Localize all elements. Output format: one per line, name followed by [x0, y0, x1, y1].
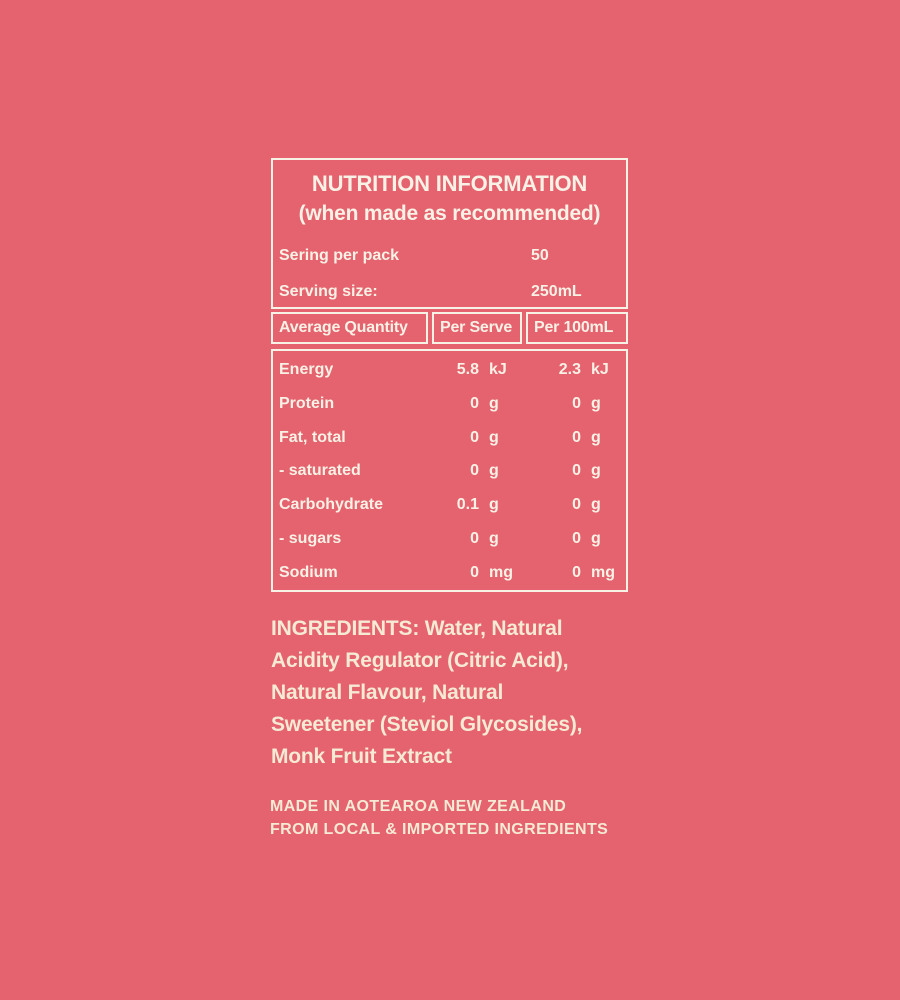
origin-statement [270, 795, 670, 841]
nutrient-name: Sodium [279, 563, 338, 581]
per-serve-unit: g [489, 462, 499, 480]
serving-size-row [279, 280, 620, 304]
origin-line: FROM LOCAL & IMPORTED INGREDIENTS [270, 821, 609, 838]
per-serve-value: 0 [470, 530, 479, 548]
table-row-carbohydrate [273, 488, 626, 522]
ingredients-line: Monk Fruit Extract [271, 745, 452, 768]
column-header-average-quantity: Average Quantity [271, 312, 428, 344]
per-100ml-value: 0 [572, 428, 581, 446]
per-serve-value: 5.8 [456, 360, 479, 378]
ingredients-line: Sweetener (Steviol Glycosides), [271, 713, 583, 736]
table-row-sugars [273, 522, 626, 556]
per-100ml-unit: g [591, 496, 601, 514]
ingredients-line: Natural Flavour, Natural [271, 681, 504, 704]
per-100ml-unit: g [591, 462, 601, 480]
servings-per-pack-row [279, 244, 620, 268]
per-serve-unit: g [489, 496, 499, 514]
per-100ml-value: 0 [572, 462, 581, 480]
servings-per-pack-value: 50 [531, 247, 549, 264]
serving-size-value: 250mL [531, 283, 582, 300]
per-serve-unit: g [489, 428, 499, 446]
ingredients-line: Acidity Regulator (Citric Acid), [271, 649, 569, 672]
nutrient-name: Carbohydrate [279, 496, 384, 514]
per-100ml-unit: g [591, 428, 601, 446]
nutrition-table [271, 349, 628, 592]
column-header-per-100ml: Per 100mL [526, 312, 628, 344]
table-row-sodium [273, 556, 626, 590]
per-100ml-unit: g [591, 530, 601, 548]
per-100ml-value: 0 [572, 496, 581, 514]
ingredients-list [271, 613, 661, 773]
per-serve-value: 0 [470, 428, 479, 446]
serving-size-label: Serving size: [279, 283, 378, 300]
per-100ml-value: 2.3 [558, 360, 581, 378]
per-serve-unit: g [489, 530, 499, 548]
per-serve-unit: g [489, 394, 499, 412]
per-serve-value: 0 [470, 394, 479, 412]
table-row-saturated-fat [273, 455, 626, 489]
nutrient-name: Fat, total [279, 428, 346, 446]
per-serve-value: 0.1 [456, 496, 479, 514]
per-serve-unit: mg [489, 563, 513, 581]
per-100ml-unit: g [591, 394, 601, 412]
table-row-protein [273, 387, 626, 421]
per-100ml-value: 0 [572, 394, 581, 412]
per-100ml-value: 0 [572, 530, 581, 548]
nutrient-name: Protein [279, 394, 335, 412]
ingredients-line: INGREDIENTS: Water, Natural [271, 617, 563, 640]
per-serve-value: 0 [470, 462, 479, 480]
nutrient-name: - saturated [279, 462, 361, 480]
per-100ml-value: 0 [572, 563, 581, 581]
per-100ml-unit: mg [591, 563, 615, 581]
nutrient-name: - sugars [279, 530, 342, 548]
origin-line: MADE IN AOTEAROA NEW ZEALAND [270, 798, 567, 815]
panel-title: NUTRITION INFORMATION [311, 171, 588, 196]
servings-per-pack-label: Sering per pack [279, 247, 400, 264]
nutrition-header-box [271, 158, 628, 309]
table-row-energy [273, 353, 626, 387]
per-serve-unit: kJ [489, 360, 507, 378]
nutrient-name: Energy [279, 360, 334, 378]
table-row-fat-total [273, 421, 626, 455]
per-serve-value: 0 [470, 563, 479, 581]
panel-subtitle: (when made as recommended) [298, 202, 601, 225]
column-header-per-serve: Per Serve [432, 312, 522, 344]
per-100ml-unit: kJ [591, 360, 609, 378]
